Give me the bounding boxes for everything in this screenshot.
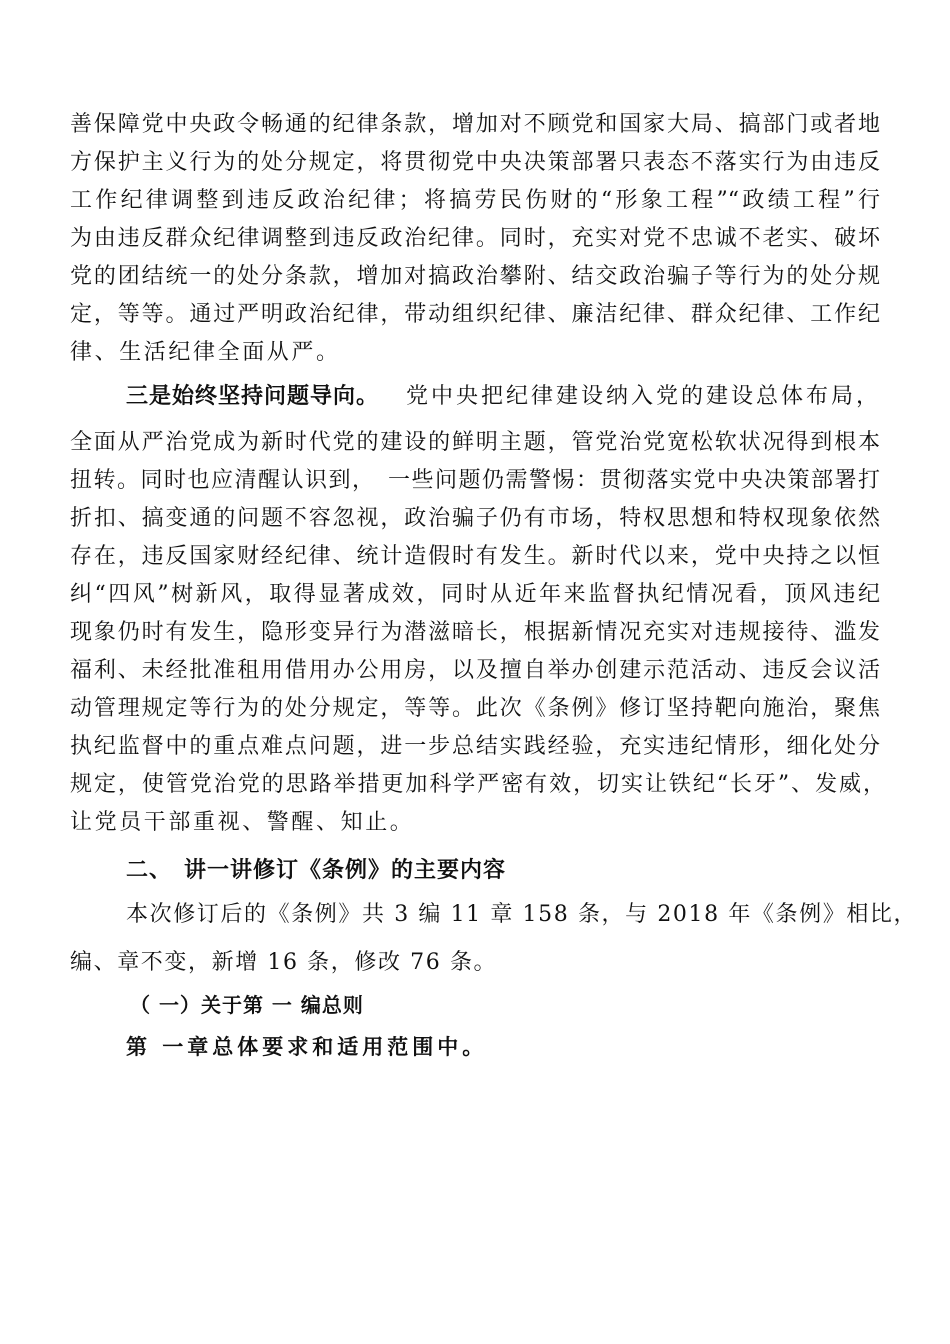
- paragraph-line: 定，等等。通过严明政治纪律，带动组织纪律、廉洁纪律、群众纪律、工作纪: [70, 302, 880, 327]
- paragraph-line: 动管理规定等行为的处分规定，等等。此次《条例》修订坚持靶向施治，聚焦: [70, 696, 880, 721]
- paragraph-line: 党的团结统一的处分条款，增加对搞政治攀附、结交政治骗子等行为的处分规: [70, 264, 880, 289]
- paragraph-line: 方保护主义行为的处分规定，将贯彻党中央决策部署只表态不落实行为由违反: [70, 150, 880, 175]
- chapter-heading: 第 一章总体要求和适用范围中。: [126, 1035, 488, 1059]
- paragraph-line: 折扣、搞变通的问题不容忽视，政治骗子仍有市场，特权思想和特权现象依然: [70, 506, 880, 531]
- paragraph-line: 让党员干部重视、警醒、知止。: [70, 810, 415, 835]
- paragraph-heading: 三是始终坚持问题导向。: [126, 384, 380, 409]
- section-heading: 二、 讲一讲修订《条例》的主要内容: [126, 858, 507, 883]
- paragraph-line: 为由违反群众纪律调整到违反政治纪律。同时，充实对党不忠诚不老实、破坏: [70, 226, 880, 251]
- paragraph-line: 现象仍时有发生，隐形变异行为潜滋暗长，根据新情况充实对违规接待、滥发: [70, 620, 880, 645]
- paragraph-line: 善保障党中央政令畅通的纪律条款，增加对不顾党和国家大局、搞部门或者地: [70, 112, 880, 137]
- paragraph-line: 纠“四风”树新风，取得显著成效，同时从近年来监督执纪情况看，顶风违纪: [70, 582, 880, 607]
- paragraph-line: 全面从严治党成为新时代党的建设的鲜明主题，管党治党宽松软状况得到根本: [70, 430, 880, 455]
- paragraph-line: 存在，违反国家财经纪律、统计造假时有发生。新时代以来，党中央持之以恒: [70, 544, 880, 569]
- paragraph-line: 工作纪律调整到违反政治纪律；将搞劳民伤财的“形象工程”“政绩工程”行: [70, 188, 880, 213]
- paragraph-line: 党中央把纪律建设纳入党的建设总体布局，: [406, 384, 882, 409]
- paragraph-line: 规定，使管党治党的思路举措更加科学严密有效，切实让铁纪“长牙”、发威，: [70, 772, 885, 797]
- paragraph-line: 律、生活纪律全面从严。: [70, 340, 341, 365]
- subsection-heading: （ 一）关于第 一 编总则: [130, 993, 364, 1017]
- paragraph-line: 编、章不变，新增 16 条，修改 76 条。: [70, 950, 498, 975]
- paragraph-line: 扭转。同时也应清醒认识到， 一些问题仍需警惕：贯彻落实党中央决策部署打: [70, 468, 880, 493]
- paragraph-line: 福利、未经批准租用借用办公用房，以及擅自举办创建示范活动、违反会议活: [70, 658, 880, 683]
- paragraph-line: 本次修订后的《条例》共 3 编 11 章 158 条，与 2018 年《条例》相比，: [126, 902, 918, 927]
- paragraph-line: 执纪监督中的重点难点问题，进一步总结实践经验，充实违纪情形，细化处分: [70, 734, 880, 759]
